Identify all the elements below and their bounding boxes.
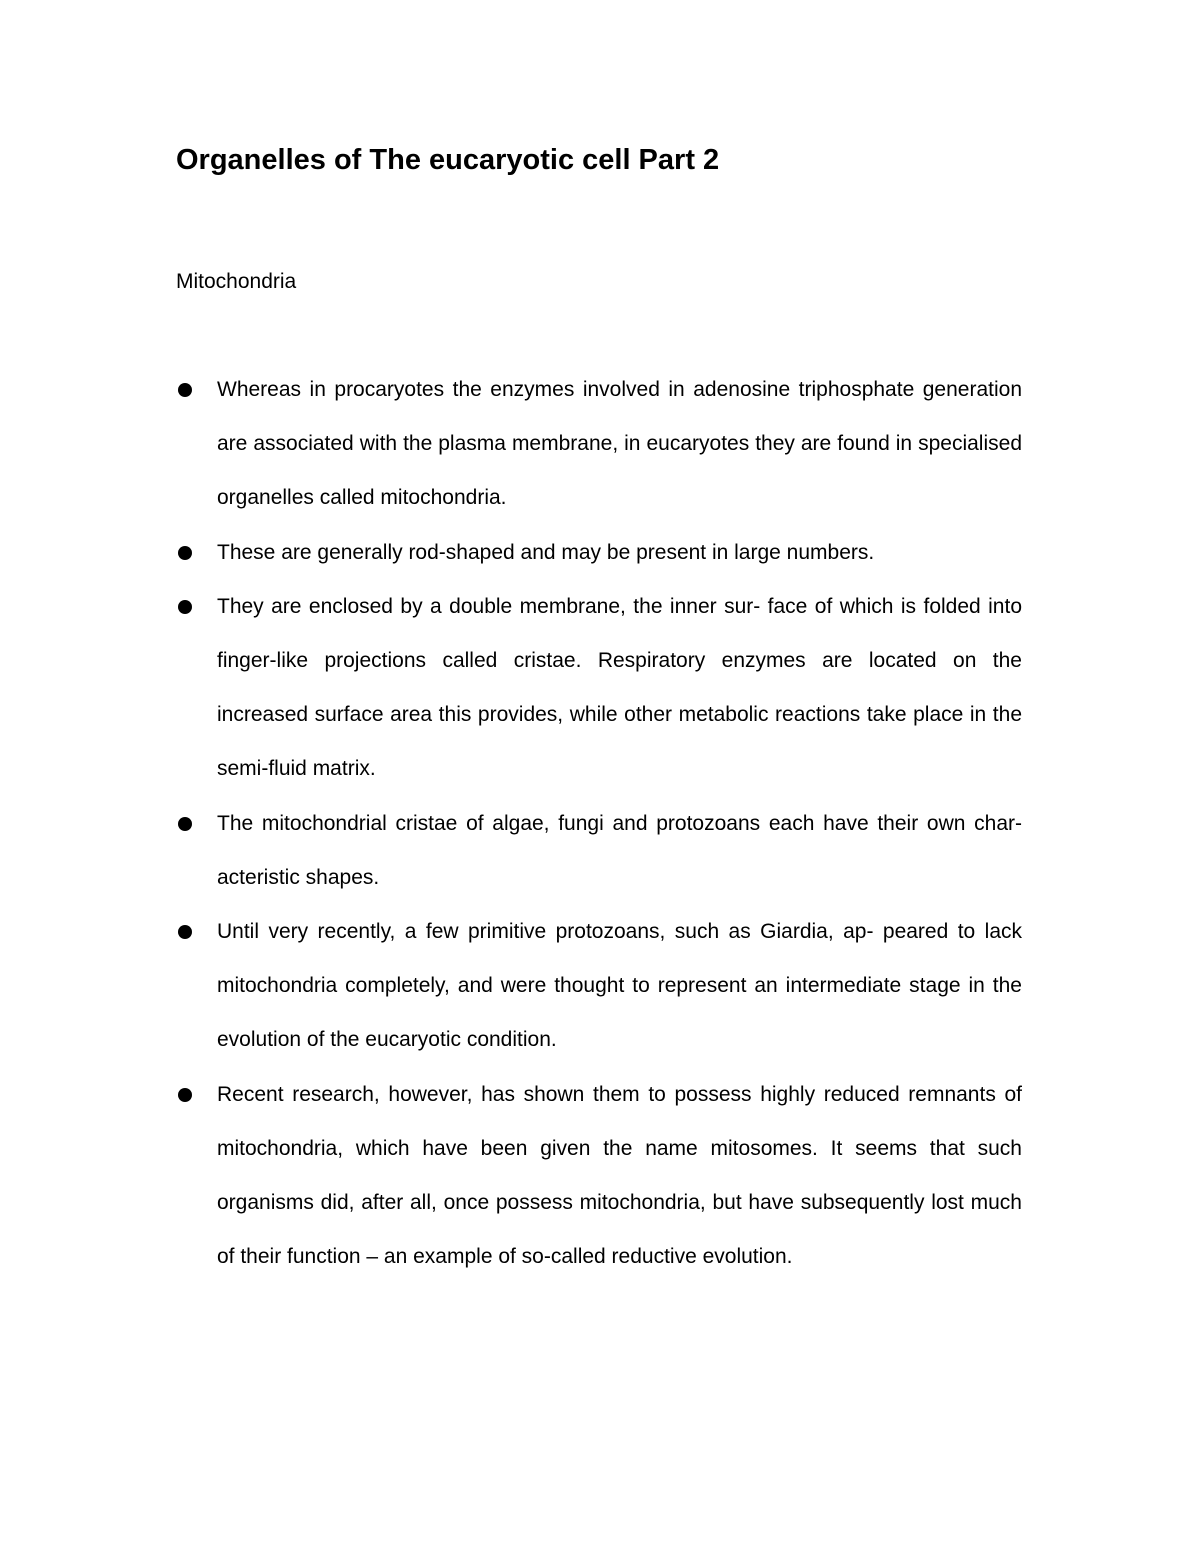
list-item xyxy=(176,905,1022,1068)
bullet-dot-icon xyxy=(178,1088,192,1102)
section-heading: Mitochondria xyxy=(176,270,297,293)
list-item xyxy=(176,1068,1022,1285)
list-item xyxy=(176,526,1022,580)
bullet-dot-icon xyxy=(178,600,192,614)
bullet-text: They are enclosed by a double membrane, the inner sur- face of which is folded into finger-like projections called cristae. Respiratory enzymes are located on the increased surface area this provides, while other metabolic reactions take place in the semi-fluid matrix. xyxy=(217,594,1022,781)
bullet-text: The mitochondrial cristae of algae, fungi and protozoans each have their own char- acteristic shapes. xyxy=(217,811,1022,889)
bullet-text: Until very recently, a few primitive protozoans, such as Giardia, ap- peared to lack mitochondria completely, and were thought to represent an intermediate stage in the evolution of the eucaryotic condition. xyxy=(217,920,1022,1052)
bullet-dot-icon xyxy=(178,925,192,939)
list-item xyxy=(176,580,1022,797)
list-item xyxy=(176,363,1022,526)
bullet-dot-icon xyxy=(178,383,192,397)
bullet-text: Whereas in procaryotes the enzymes involved in adenosine triphosphate generation are associated with the plasma membrane, in eucaryotes they are found in specialised organelles called mitochondria. xyxy=(217,378,1022,510)
bullet-list xyxy=(176,363,1022,1284)
document-title: Organelles of The eucaryotic cell Part 2 xyxy=(176,144,720,176)
bullet-dot-icon xyxy=(178,546,192,560)
list-item xyxy=(176,797,1022,905)
bullet-text: Recent research, however, has shown them to possess highly reduced remnants of mitochondria, which have been given the name mitosomes. It seems that such organisms did, after all, once possess mitochondria, but have subsequently lost much of their function – an example of so-called reductive evolution. xyxy=(217,1082,1022,1269)
bullet-dot-icon xyxy=(178,817,192,831)
bullet-text: These are generally rod-shaped and may be present in large numbers. xyxy=(217,540,875,564)
